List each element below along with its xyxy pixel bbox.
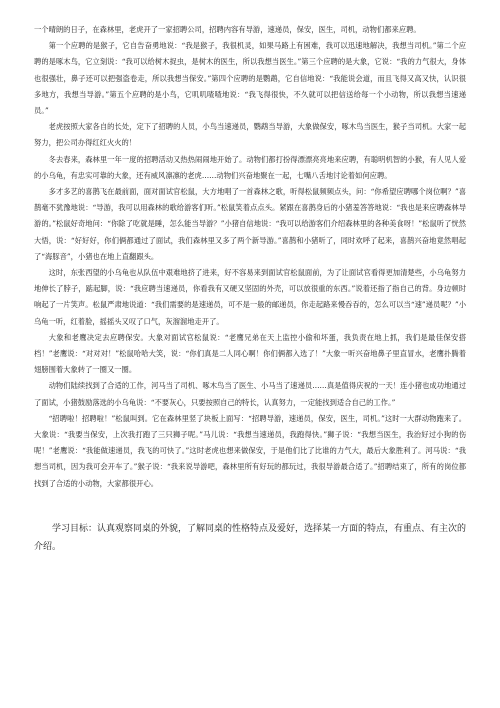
story-paragraph: 第一个应聘的是猴子，它自告奋勇地说：“我是猴子，我很机灵，如果马路上有困难，我可以迅速地解决，我想当司机。”第二个应聘的是啄木鸟，它立刻说：“我可以给树木捉虫，是树木的医生，所以我想当医生。”第三个应聘的是大象，它说：“我的力气很大，身体也很强壮，鼻子还可以把强盗卷走，所以我想当保安。”第四个应聘的是鹦鹉，它自信地说：“我能说会道，而且飞得又高又快，认识很多地方，我想当导游。”第五个应聘的是小鸟，它叽叽喳喳地说：“我飞得很快，不久就可以把信送给每一个小动物，所以我想当速递员。” [34, 41, 466, 116]
story-paragraph: 老虎按照大家各自的长处，定下了招聘的人员，小鸟当速递员，鹦鹉当导游，大象做保安，啄木鸟当医生，猴子当司机。大家一起努力，把公司办得红红火火的！ [34, 122, 466, 148]
learning-goal-text: 学习目标：认真观察同桌的外貌，了解同桌的性格特点及爱好，选择某一方面的特点，有重点、有主次的介绍。 [34, 523, 467, 552]
story-paragraph: 多才多艺的喜鹊飞在最前面，面对面试官松鼠，大方地唱了一首森林之歌，听得松鼠频频点头，问：“你希望应聘哪个岗位啊？”喜鹊毫不犹豫地说：“导游，我可以用森林的歌给游客们听。”松鼠笑着点点头。紧跟在喜鹊身后的小猪羞答答地说：“我也是来应聘森林导游的。”松鼠好奇地问：“你除了吃就是睡，怎么能当导游？”小猪自信地说：“我可以给游客们介绍森林里的各种美食呀！”松鼠听了恍然大悟，说：“好好好，你们俩都通过了面试，我们森林里又多了两个新导游。”喜鹊和小猪听了，同时欢呼了起来，喜鹊兴奋地竟然唱起了“海豚音”，小猪也在地上直翻跟头。 [34, 187, 466, 261]
story-paragraph: 动物们陆续找到了合适的工作，河马当了司机、啄木鸟当了医生、小马当了速递员……真是值得庆祝的一天！连小猪也成功地通过了面试，小猪鼓励落选的小乌龟说：“不要灰心，只要按照自己的特长，认真努力，一定能找到适合自己的工作。” [34, 381, 466, 407]
story-paragraph: “招聘啦！招聘啦！”松鼠叫到。它在森林里竖了块板上面写：“招聘导游，速递员，保安，医生，司机。”这时一大群动物跑来了。大象说：“我要当保安，上次我打跑了三只狮子呢。”马儿说：“我想当速递员，我跑得快。”狮子说：“我想当医生，我治好过小狗的伤呢！”老鹰说：“我能做速递员，我飞的可快了。”这时老虎也想来做保安，于是他们比了比谁的力气大，最后大象胜利了。河马说：“我想当司机，因为我可会开车了。”猴子说：“我来说导游吧，森林里所有好玩的都玩过，我很导游最合适了。”招聘结束了，所有的岗位都找到了合适的小动物，大家都很开心。 [34, 413, 466, 488]
story-paragraph: 冬去春来，森林里一年一度的招聘活动又热热闹闹地开始了。动物们都打扮得漂漂亮亮地来应聘，有聪明机智的小猴，有人见人爱的小乌龟，有忠实可靠的大象，还有威风凛凛的老虎……动物们兴奋地聚在一起，七嘴八舌地讨论着如何应聘。 [34, 154, 466, 180]
story-paragraph: 大象和老鹰决定去应聘保安。大象对面试官松鼠说：“老鹰兄弟在天上监控小偷和坏蛋，我负责在地上抓，我们是最佳保安搭档！”老鹰说：“对对对！”松鼠哈哈大笑，说：“你们真是二人同心啊！你们俩都入选了！”大象一听兴奋地鼻子里直冒水，老鹰扑腾着翅膀围着大象转了一圈又一圈。 [34, 332, 466, 375]
story-body [34, 22, 466, 492]
learning-goal [34, 520, 466, 556]
story-paragraph: 这时，东张西望的小乌龟也从队伍中艰难地挤了进来，好不容易来到面试官松鼠面前，为了让面试官看得更加清楚些，小乌龟努力地伸长了脖子，踮起脚，说：“我应聘当速递员，你看我有又硬又坚固的外壳，可以放很重的东西。”说着还指了指自己的背。身边顿时响起了一片笑声。松鼠严肃地说道：“我们需要的是速递员，可不是一般的邮递员，你走起路来慢吞吞的，怎么可以当“速”递员呢？”小乌龟一听，红着脸，摇摇头又叹了口气，灰溜溜地走开了。 [34, 268, 466, 326]
story-paragraph: 一个晴朗的日子，在森林里，老虎开了一家招聘公司，招聘内容有导游，速递员，保安，医生，司机，动物们都来应聘。 [34, 25, 421, 34]
